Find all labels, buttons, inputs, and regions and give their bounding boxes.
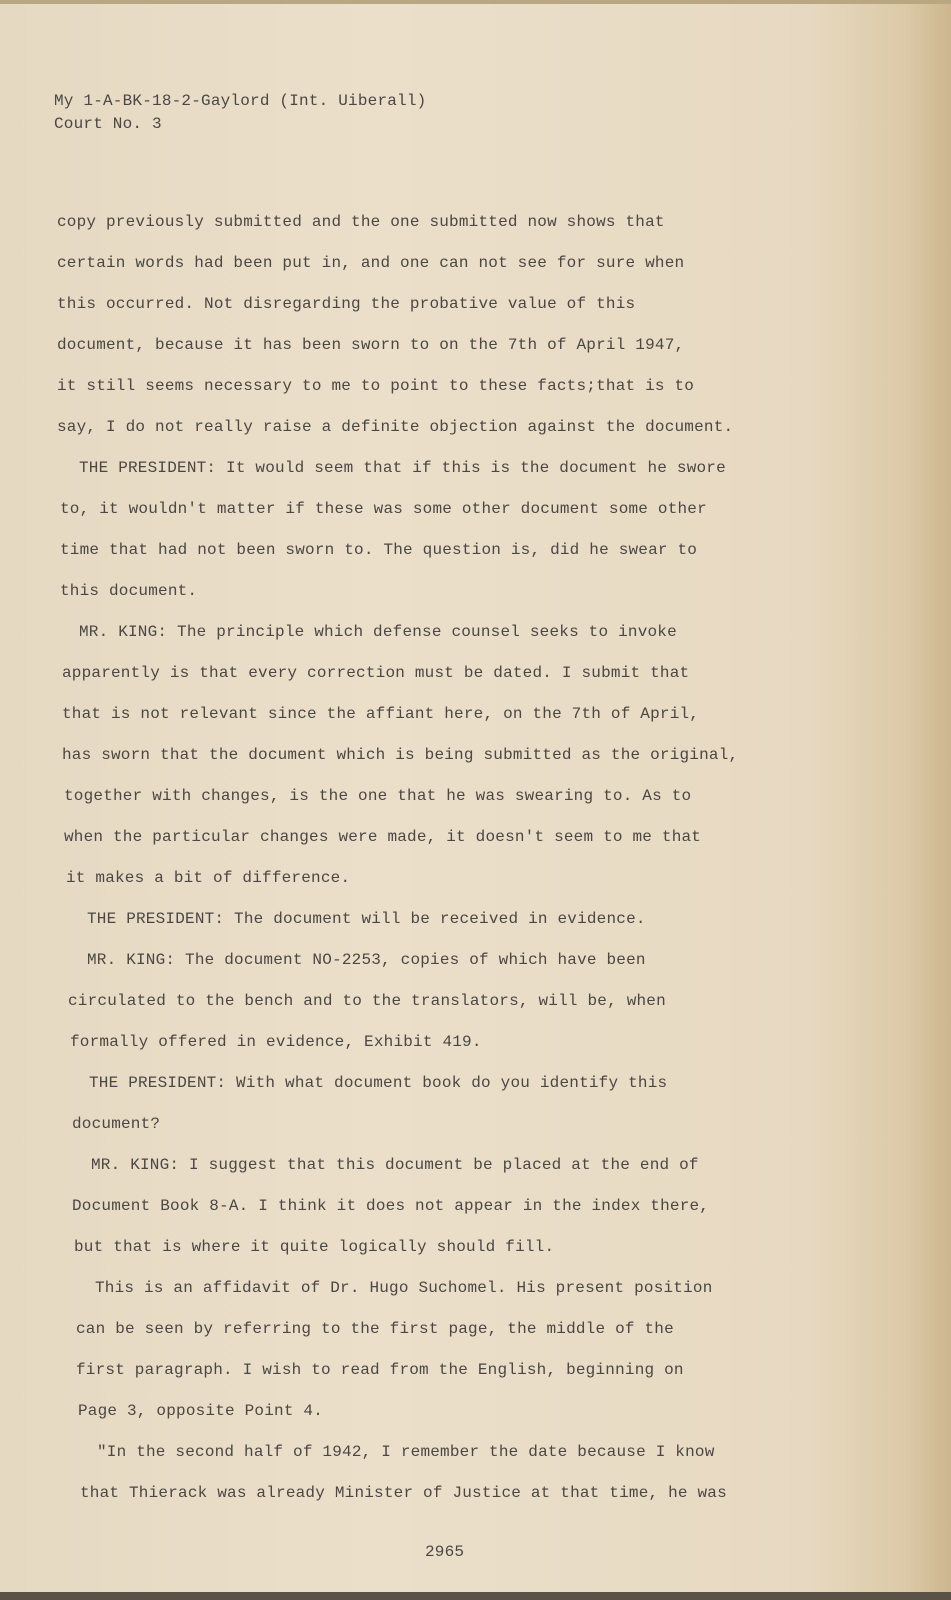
transcript-line: formally offered in evidence, Exhibit 419. <box>70 1033 482 1051</box>
transcript-line: MR. KING: The principle which defense counsel seeks to invoke <box>79 623 677 641</box>
transcript-line: THE PRESIDENT: The document will be received in evidence. <box>87 910 646 928</box>
transcript-line: that Thierack was already Minister of Justice at that time, he was <box>80 1484 727 1502</box>
page-number: 2965 <box>425 1543 465 1561</box>
transcript-line: document? <box>72 1115 161 1133</box>
transcript-line: this occurred. Not disregarding the probative value of this <box>57 295 636 313</box>
transcript-line: it still seems necessary to me to point to these facts;that is to <box>57 377 695 395</box>
transcript-line: Page 3, opposite Point 4. <box>78 1402 324 1420</box>
transcript-line: it makes a bit of difference. <box>66 869 351 887</box>
document-header <box>54 90 426 136</box>
transcript-line: This is an affidavit of Dr. Hugo Suchomel. His present position <box>95 1279 713 1297</box>
transcript-line: together with changes, is the one that he was swearing to. As to <box>64 787 692 805</box>
transcript-line: THE PRESIDENT: With what document book do you identify this <box>89 1074 668 1092</box>
transcript-line: but that is where it quite logically should fill. <box>74 1238 555 1256</box>
transcript-line: "In the second half of 1942, I remember the date because I know <box>97 1443 715 1461</box>
transcript-line: certain words had been put in, and one can not see for sure when <box>57 254 685 272</box>
transcript-line: time that had not been sworn to. The question is, did he swear to <box>60 541 698 559</box>
transcript-line: say, I do not really raise a definite objection against the document. <box>57 418 734 436</box>
transcript-line: first paragraph. I wish to read from the English, beginning on <box>76 1361 684 1379</box>
transcript-line: THE PRESIDENT: It would seem that if this is the document he swore <box>79 459 726 477</box>
transcript-line: has sworn that the document which is being submitted as the original, <box>62 746 739 764</box>
transcript-line: MR. KING: The document NO-2253, copies of which have been <box>87 951 646 969</box>
top-edge <box>0 0 951 4</box>
transcript-line: when the particular changes were made, it doesn't seem to me that <box>64 828 702 846</box>
transcript-line: that is not relevant since the affiant here, on the 7th of April, <box>62 705 700 723</box>
transcript-line: this document. <box>60 582 198 600</box>
header-court: Court No. 3 <box>54 115 162 133</box>
transcript-line: copy previously submitted and the one submitted now shows that <box>57 213 665 231</box>
transcript-line: MR. KING: I suggest that this document be placed at the end of <box>91 1156 699 1174</box>
transcript-line: circulated to the bench and to the translators, will be, when <box>68 992 666 1010</box>
transcript-line: can be seen by referring to the first page, the middle of the <box>76 1320 674 1338</box>
transcript-line: Document Book 8-A. I think it does not appear in the index there, <box>72 1197 710 1215</box>
transcript-line: document, because it has been sworn to on the 7th of April 1947, <box>57 336 685 354</box>
transcript-line: to, it wouldn't matter if these was some other document some other <box>60 500 707 518</box>
header-reference: My 1-A-BK-18-2-Gaylord (Int. Uiberall) <box>54 92 427 110</box>
bottom-edge <box>0 1592 951 1600</box>
transcript-line: apparently is that every correction must be dated. I submit that <box>62 664 690 682</box>
